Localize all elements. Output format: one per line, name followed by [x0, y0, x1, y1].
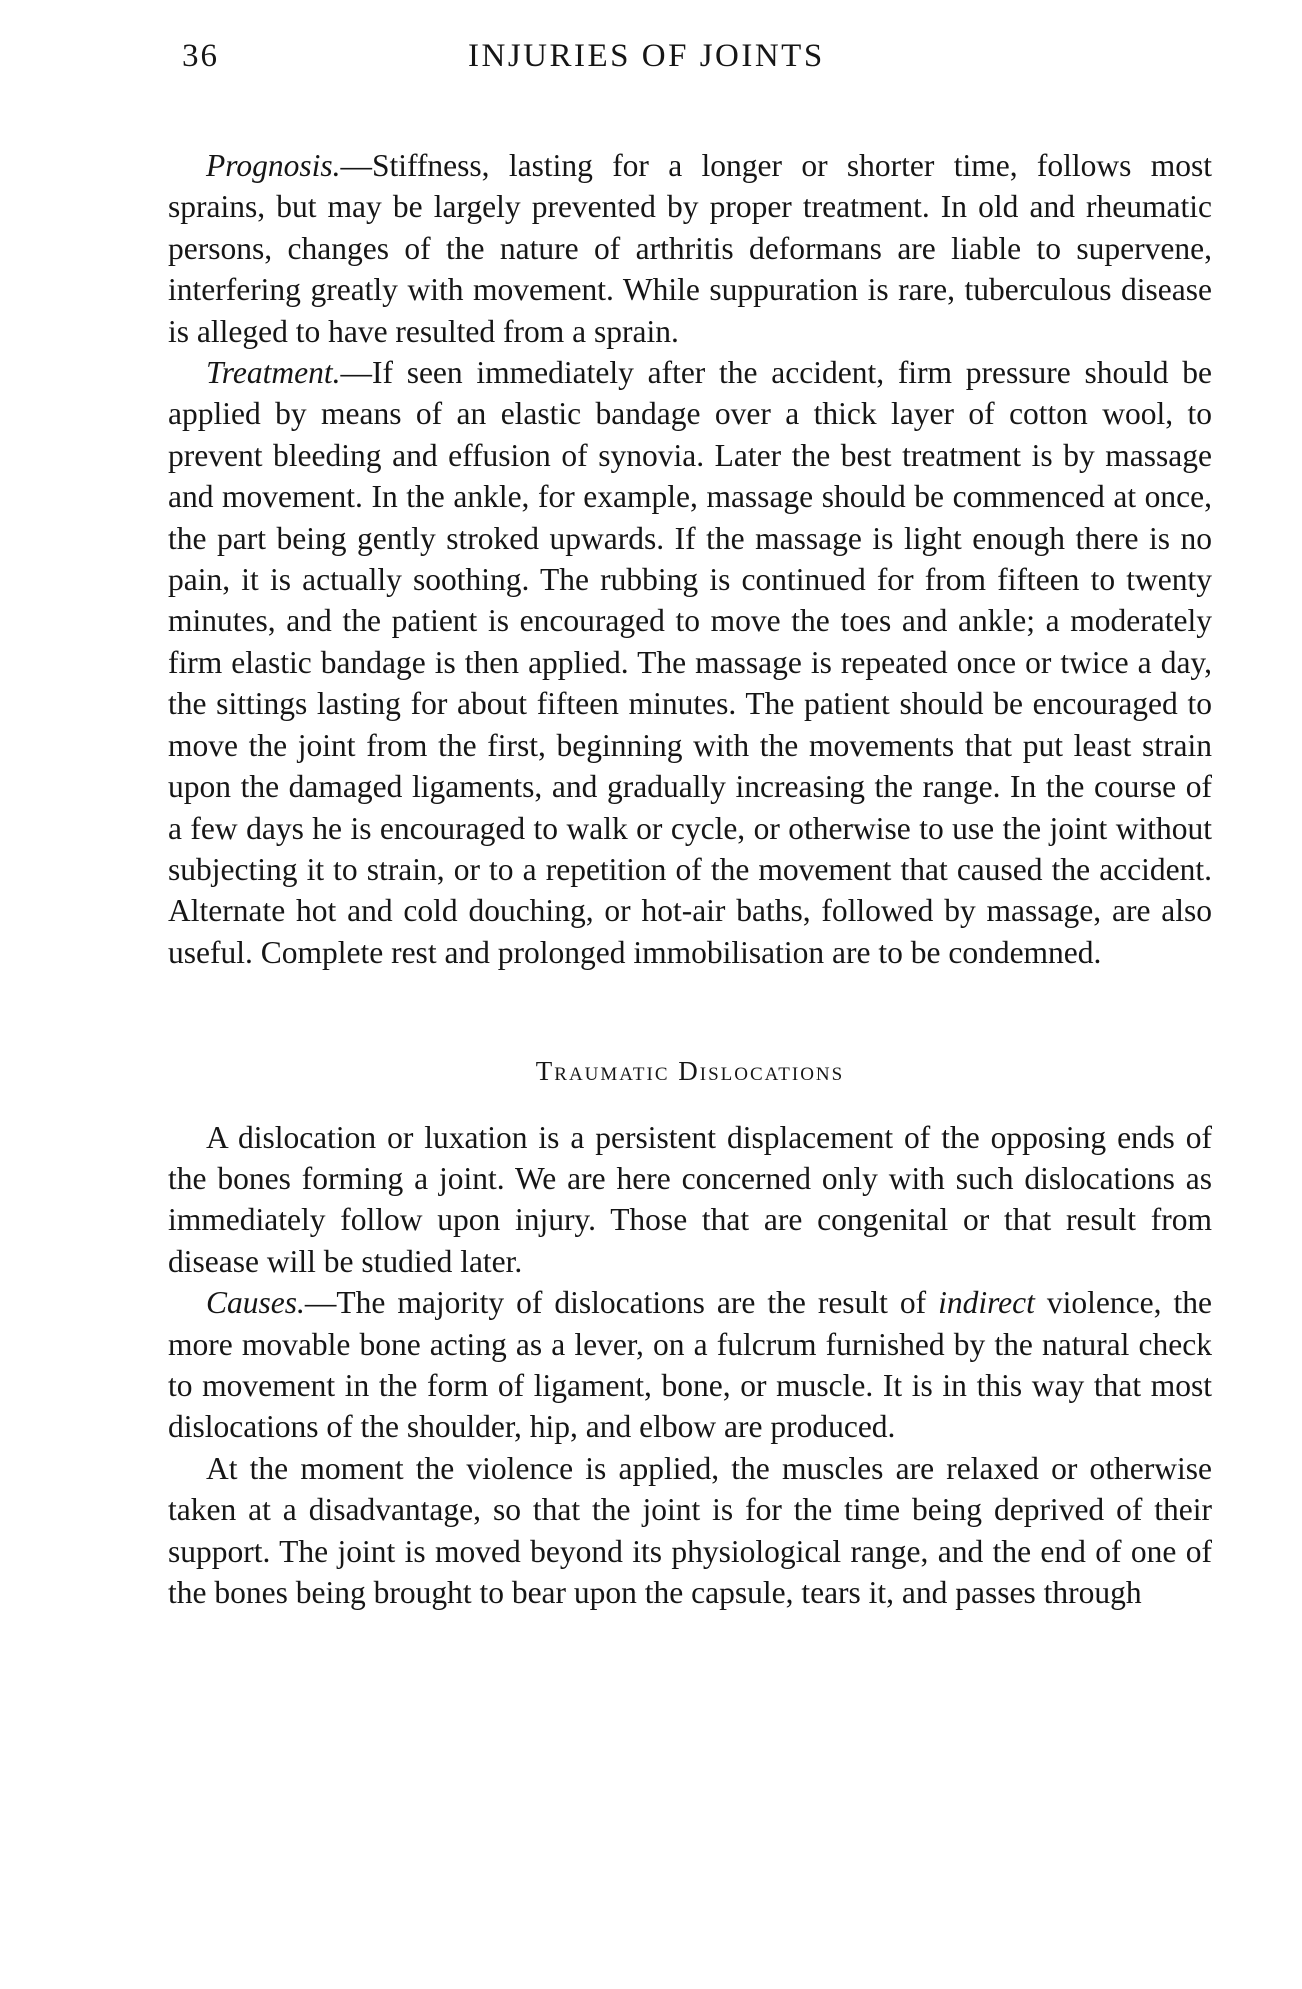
prognosis-paragraph	[168, 145, 1212, 352]
causes-emphasis: indirect	[938, 1285, 1035, 1321]
treatment-text: —If seen immediately after the accident, firm pressure should be applied by means of an elastic bandage over a thick layer of cotton wool, to prevent bleeding and effusion of synovia. Later the best treatment is by massage and movement. In the ankle, for example, massage should be commenced at once, the part being gently stroked upwards. If the massage is light enough there is no pain, it is actually soothing. The rubbing is continued for from fifteen to twenty minutes, and the patient is encouraged to move the toes and ankle; a moderately firm elastic bandage is then applied. The massage is repeated once or twice a day, the sittings lasting for about fifteen minutes. The patient should be encouraged to move the joint from the first, beginning with the movements that put least strain upon the damaged ligaments, and gradually increasing the range. In the course of a few days he is encouraged to walk or cycle, or otherwise to use the joint without subjecting it to strain, or to a repetition of the movement that caused the accident. Alternate hot and cold douching, or hot-air baths, followed by massage, are also useful. Complete rest and prolonged immobilisation are to be condemned.	[168, 355, 1212, 970]
section-heading: Traumatic Dislocations	[535, 1056, 845, 1087]
book-page	[168, 30, 1212, 1613]
definition-paragraph: A dislocation or luxation is a persistent displacement of the opposing ends of the bones forming a joint. We are here concerned only with such dislocations as immediately follow upon injury. Those that are congenital or that result from disease will be studied later.	[168, 1119, 1212, 1279]
prognosis-text: —Stiffness, lasting for a longer or shorter time, follows most sprains, but may be largely prevented by proper treatment. In old and rheumatic persons, changes of the nature of arthritis deformans are liable to supervene, interfering greatly with movement. While suppuration is rare, tuberculous disease is alleged to have resulted from a sprain.	[168, 148, 1212, 349]
treatment-lead: Treatment.	[206, 355, 341, 391]
prognosis-lead: Prognosis.	[206, 148, 341, 183]
page-number: 36	[182, 38, 219, 74]
body-text	[168, 145, 1212, 1613]
treatment-paragraph	[168, 352, 1212, 973]
causes-lead: Causes.	[206, 1285, 305, 1321]
causes-paragraph	[168, 1282, 1212, 1448]
causes-text-before: —The majority of dislocations are the result of	[304, 1285, 939, 1321]
running-head	[168, 30, 1212, 80]
causes-text-after: violence, the more movable bone acting as a lever, on a fulcrum furnished by the natural check to movement in the form of ligament, bone, or muscle. It is in this way that most dislocations of the shoulder, hip, and elbow are produced.	[168, 1285, 1212, 1445]
moment-paragraph: At the moment the violence is applied, the muscles are relaxed or otherwise taken at a disadvantage, so that the joint is for the time being deprived of their support. The joint is moved beyond its physiological range, and the end of one of the bones being brought to bear upon the capsule, tears it, and passes through	[168, 1450, 1212, 1610]
running-title: INJURIES OF JOINTS	[468, 38, 825, 74]
